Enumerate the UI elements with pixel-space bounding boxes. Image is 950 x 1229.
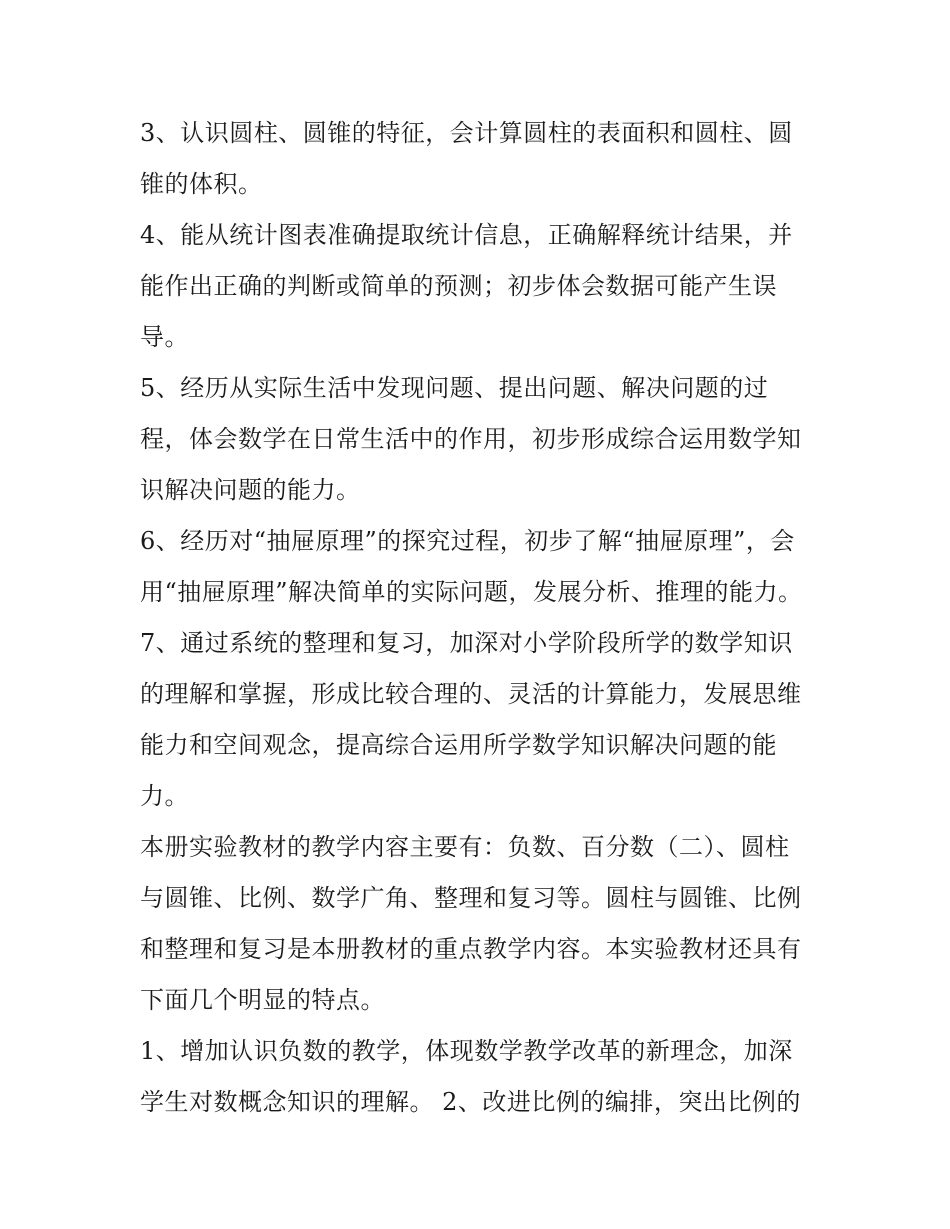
text-line: 识解决问题的能力。 (140, 476, 361, 504)
document-body (140, 108, 812, 1128)
text-line: 7、通过系统的整理和复习，加深对小学阶段所学的数学知识 (140, 629, 793, 657)
text-line: 3、认识圆柱、圆锥的特征，会计算圆柱的表面积和圆柱、圆 (140, 119, 793, 147)
text-line: 学生对数概念知识的理解。 2、改进比例的编排，突出比例的 (140, 1088, 801, 1116)
text-line: 与圆锥、比例、数学广角、整理和复习等。圆柱与圆锥、比例 (140, 884, 802, 912)
text-line: 程，体会数学在日常生活中的作用，初步形成综合运用数学知 (140, 425, 802, 453)
text-line: 导。 (140, 323, 189, 351)
text-line: 能力和空间观念，提高综合运用所学数学知识解决问题的能 (140, 731, 777, 759)
text-line: 的理解和掌握，形成比较合理的、灵活的计算能力，发展思维 (140, 680, 802, 708)
text-line: 本册实验教材的教学内容主要有：负数、百分数（二）、圆柱 (140, 833, 790, 861)
text-line: 5、经历从实际生活中发现问题、提出问题、解决问题的过 (140, 374, 769, 402)
text-line: 6、经历对“抽屉原理”的探究过程，初步了解“抽屉原理”，会 (140, 527, 795, 555)
text-line: 力。 (140, 782, 189, 810)
text-line: 4、能从统计图表准确提取统计信息，正确解释统计结果，并 (140, 221, 793, 249)
text-line: 锥的体积。 (140, 170, 263, 198)
text-line: 下面几个明显的特点。 (140, 986, 385, 1014)
text-line: 和整理和复习是本册教材的重点教学内容。本实验教材还具有 (140, 935, 802, 963)
text-line: 1、增加认识负数的教学，体现数学教学改革的新理念，加深 (140, 1037, 793, 1065)
text-line: 用“抽屉原理”解决简单的实际问题，发展分析、推理的能力。 (140, 578, 803, 606)
text-line: 能作出正确的判断或简单的预测；初步体会数据可能产生误 (140, 272, 777, 300)
